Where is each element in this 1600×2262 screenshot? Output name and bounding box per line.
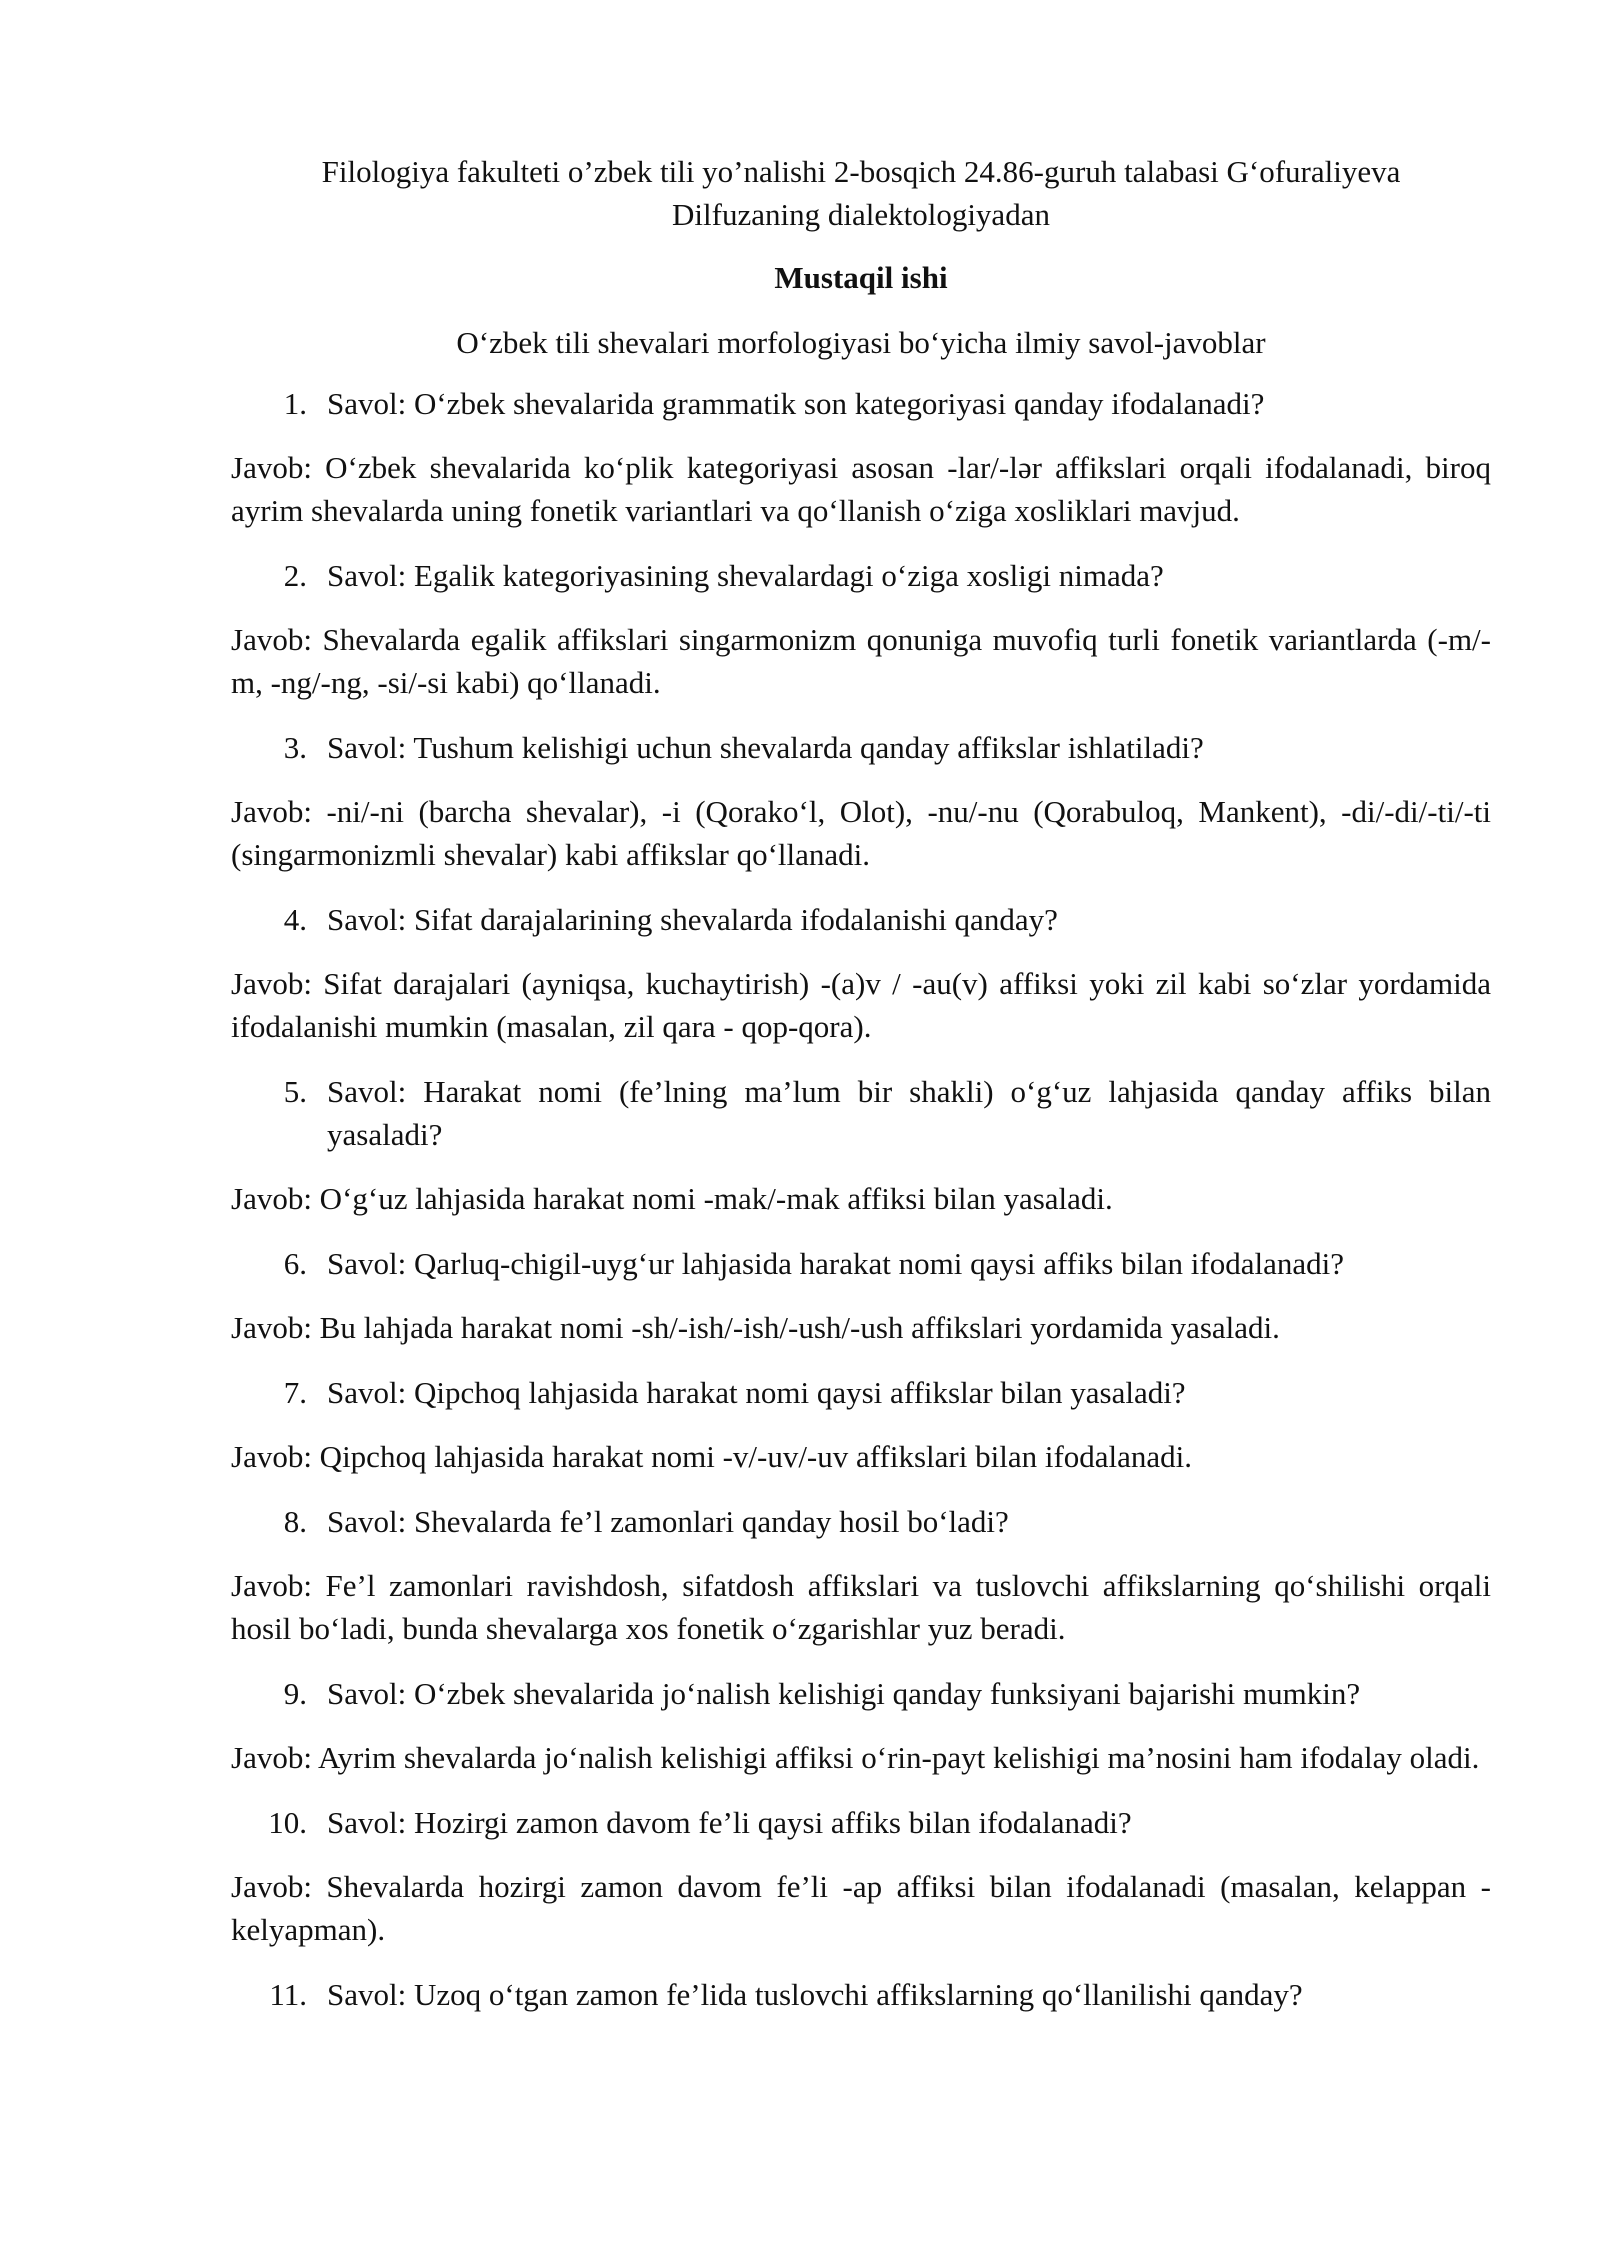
question-number: 6. — [283, 1246, 307, 1281]
qa-item — [231, 382, 1491, 532]
question-text: Savol: O‘zbek shevalarida grammatik son kategoriyasi qanday ifodalanadi? — [327, 386, 1265, 421]
document-subtitle: O‘zbek tili shevalari morfologiyasi bo‘yicha ilmiy savol-javoblar — [456, 325, 1266, 360]
question-text: Savol: Hozirgi zamon davom fe’li qaysi affiks bilan ifodalanadi? — [327, 1805, 1132, 1840]
answer-text: Javob: Shevalarda hozirgi zamon davom fe’li -ap affiksi bilan ifodalanadi (masalan, kelappan - kelyapman). — [231, 1869, 1491, 1947]
answer-text: Javob: Fe’l zamonlari ravishdosh, sifatdosh affikslari va tuslovchi affikslarning qo‘shilishi orqali hosil bo‘ladi, bunda shevalarga xos fonetik o‘zgarishlar yuz beradi. — [231, 1568, 1491, 1646]
question — [231, 1973, 1491, 2016]
question-number: 4. — [283, 902, 307, 937]
question-text: Savol: Uzoq o‘tgan zamon fe’lida tuslovchi affikslarning qo‘llanilishi qanday? — [327, 1977, 1303, 2012]
question-number: 7. — [283, 1375, 307, 1410]
question-text: Savol: Qarluq-chigil-uyg‘ur lahjasida harakat nomi qaysi affiks bilan ifodalanadi? — [327, 1246, 1344, 1281]
answer-text: Javob: O‘g‘uz lahjasida harakat nomi -mak/-mak affiksi bilan yasaladi. — [231, 1181, 1113, 1216]
qa-item — [231, 898, 1491, 1048]
answer-text: Javob: Qipchoq lahjasida harakat nomi -v/-uv/-uv affikslari bilan ifodalanadi. — [231, 1439, 1193, 1474]
question — [231, 898, 1491, 941]
question-number: 9. — [283, 1676, 307, 1711]
question — [231, 1371, 1491, 1414]
question-text: Savol: Harakat nomi (fe’lning ma’lum bir shakli) o‘g‘uz lahjasida qanday affiks bilan yasaladi? — [327, 1074, 1491, 1152]
question-number: 8. — [283, 1504, 307, 1539]
header-line-2: Dilfuzaning dialektologiyadan — [672, 197, 1050, 232]
question-number: 3. — [283, 730, 307, 765]
question — [231, 1500, 1491, 1543]
question — [231, 382, 1491, 425]
answer-text: Javob: Shevalarda egalik affikslari singarmonizm qonuniga muvofiq turli fonetik variantlarda (-m/-m, -ng/-ng, -si/-si kabi) qo‘llanadi. — [231, 622, 1491, 700]
question — [231, 1672, 1491, 1715]
qa-item — [231, 1672, 1491, 1779]
answer-text: Javob: Sifat darajalari (ayniqsa, kuchaytirish) -(a)v / -au(v) affiksi yoki zil kabi so‘zlar yordamida ifodalanishi mumkin (masalan, zil qara - qop-qora). — [231, 966, 1491, 1044]
qa-item — [231, 1500, 1491, 1650]
question-text: Savol: Tushum kelishigi uchun shevalarda qanday affikslar ishlatiladi? — [327, 730, 1204, 765]
question-number: 11. — [269, 1977, 307, 2012]
qa-list — [231, 382, 1491, 2016]
answer-text: Javob: -ni/-ni (barcha shevalar), -i (Qorako‘l, Olot), -nu/-nu (Qorabuloq, Mankent), -di/-di/-ti/-ti (singarmonizmli shevalar) kabi affikslar qo‘llanadi. — [231, 794, 1491, 872]
qa-item — [231, 1242, 1491, 1349]
question-number: 10. — [268, 1805, 307, 1840]
question-text: Savol: O‘zbek shevalarida jo‘nalish kelishigi qanday funksiyani bajarishi mumkin? — [327, 1676, 1361, 1711]
answer-text: Javob: Bu lahjada harakat nomi -sh/-ish/-ish/-ush/-ush affikslari yordamida yasaladi. — [231, 1310, 1280, 1345]
qa-item — [231, 726, 1491, 876]
qa-item — [231, 1801, 1491, 1951]
question-text: Savol: Shevalarda fe’l zamonlari qanday hosil bo‘ladi? — [327, 1504, 1009, 1539]
question-number: 1. — [283, 386, 307, 421]
answer-text: Javob: O‘zbek shevalarida ko‘plik kategoriyasi asosan -lar/-lər affikslari orqali ifodalanadi, biroq ayrim shevalarda uning fonetik variantlari va qo‘llanish o‘ziga xosliklari mavjud. — [231, 450, 1491, 528]
document-title: Mustaqil ishi — [774, 260, 948, 295]
question-number: 2. — [283, 558, 307, 593]
question — [231, 1242, 1491, 1285]
qa-item — [231, 1371, 1491, 1478]
question — [231, 554, 1491, 597]
qa-item — [231, 1973, 1491, 2016]
qa-item — [231, 554, 1491, 704]
qa-item — [231, 1070, 1491, 1220]
document-body — [231, 150, 1491, 2016]
answer-text: Javob: Ayrim shevalarda jo‘nalish kelishigi affiksi o‘rin-payt kelishigi ma’nosini ham ifodalay oladi. — [231, 1740, 1480, 1775]
question — [231, 1801, 1491, 1844]
header-line-1: Filologiya fakulteti o’zbek tili yo’nalishi 2-bosqich 24.86-guruh talabasi G‘ofuraliyeva — [321, 154, 1401, 189]
question — [231, 1070, 1491, 1156]
question-text: Savol: Egalik kategoriyasining shevalardagi o‘ziga xosligi nimada? — [327, 558, 1164, 593]
question-text: Savol: Sifat darajalarining shevalarda ifodalanishi qanday? — [327, 902, 1058, 937]
question — [231, 726, 1491, 769]
question-text: Savol: Qipchoq lahjasida harakat nomi qaysi affikslar bilan yasaladi? — [327, 1375, 1186, 1410]
question-number: 5. — [283, 1074, 307, 1109]
